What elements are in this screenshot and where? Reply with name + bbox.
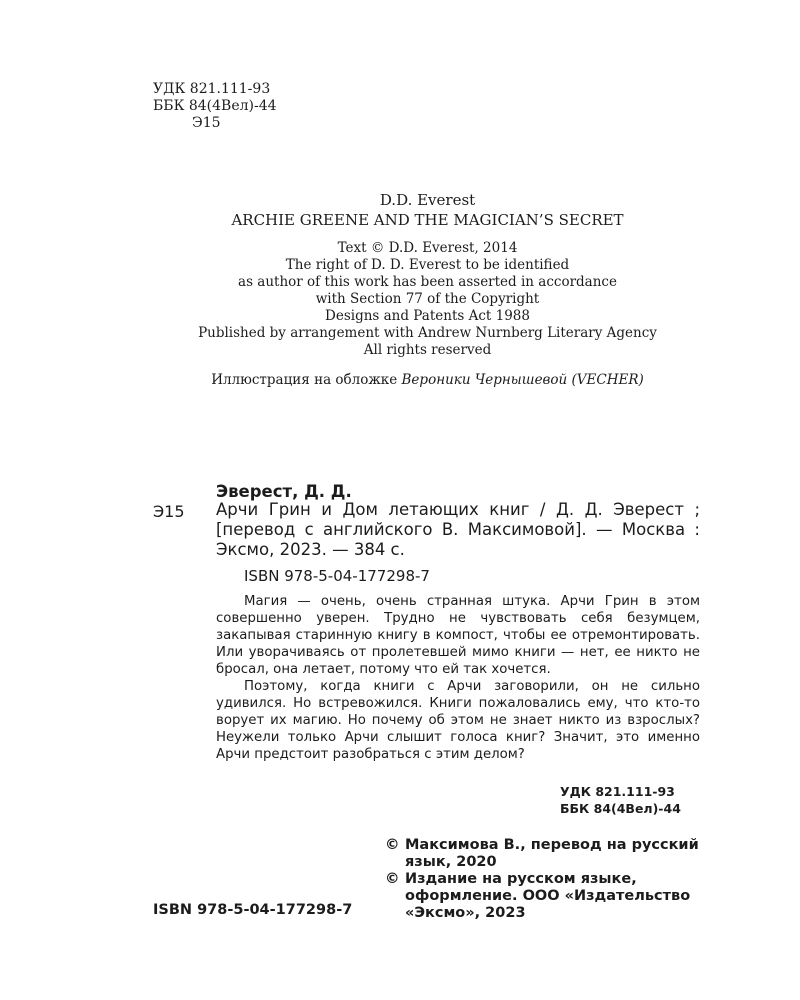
bibliography-entry: Арчи Грин и Дом летающих книг / Д. Д. Эверест ; [перевод с английского В. Максимовой]. — Москва : Эксмо, 2023. — 384 с.	[216, 500, 700, 559]
rights-line: Published by arrangement with Andrew Nurnberg Literary Agency	[198, 325, 657, 341]
annotation-codes	[560, 783, 699, 817]
rights-line: The right of D. D. Everest to be identified	[285, 257, 570, 273]
annotation-paragraph: Поэтому, когда книги с Арчи заговорили, он не сильно удивился. Но встревожился. Книги пожаловались ему, что кто-то ворует их магию. Но почему об этом не знает никто из взрослых? Неужели только Арчи слышит голоса книг? Значит, это именно Арчи предстоит разобраться с этим делом?	[216, 679, 700, 762]
illustration-artist: Вероники Чернышевой (VECHER)	[401, 372, 644, 388]
udk-code: УДК 821.111-93	[153, 81, 271, 97]
copyright-item	[385, 871, 715, 922]
illustration-credit	[100, 372, 755, 388]
bbk-code: ББК 84(4Вел)-44	[153, 98, 277, 114]
rights-line: Designs and Patents Act 1988	[325, 308, 530, 324]
copyright-text: Максимова В., перевод на русский язык, 2020	[405, 837, 699, 870]
classification-codes	[153, 81, 277, 132]
rights-line: with Section 77 of the Copyright	[315, 291, 540, 307]
footer-isbn: ISBN 978-5-04-177298-7	[153, 902, 353, 918]
original-title: ARCHIE GREENE AND THE MAGICIAN’S SECRET	[231, 211, 624, 229]
bibliography-author: Эверест, Д. Д.	[216, 482, 352, 501]
copyright-block	[385, 837, 715, 922]
rights-line: All rights reserved	[363, 342, 492, 358]
original-author: D.D. Everest	[379, 191, 476, 209]
rights-line: as author of this work has been asserted in accordance	[238, 274, 617, 290]
annotation-bbk: ББК 84(4Вел)-44	[560, 801, 681, 816]
bibliography-isbn: ISBN 978-5-04-177298-7	[244, 567, 430, 585]
copyright-symbol: ©	[385, 871, 400, 887]
annotation-udk: УДК 821.111-93	[560, 784, 675, 799]
author-mark: Э15	[192, 115, 221, 131]
illustration-prefix: Иллюстрация на обложке	[211, 372, 402, 388]
rights-notice	[100, 240, 755, 359]
copyright-text: Издание на русском языке, оформление. ООО «Издательство «Эксмо», 2023	[405, 871, 691, 921]
copyright-symbol: ©	[385, 837, 400, 853]
annotation	[216, 593, 700, 763]
bibliography-mark: Э15	[153, 502, 185, 521]
annotation-paragraph: Магия — очень, очень странная штука. Арчи Грин в этом совершенно уверен. Трудно не чувствовать себя безумцем, закапывая старинную книгу в компост, чтобы ее отремонтировать. Или уворачиваясь от пролетевшей мимо книги — нет, ее никто не бросал, она летает, потому что ей так хочется.	[216, 594, 700, 677]
rights-line: Text © D.D. Everest, 2014	[337, 240, 518, 256]
copyright-item	[385, 837, 715, 871]
